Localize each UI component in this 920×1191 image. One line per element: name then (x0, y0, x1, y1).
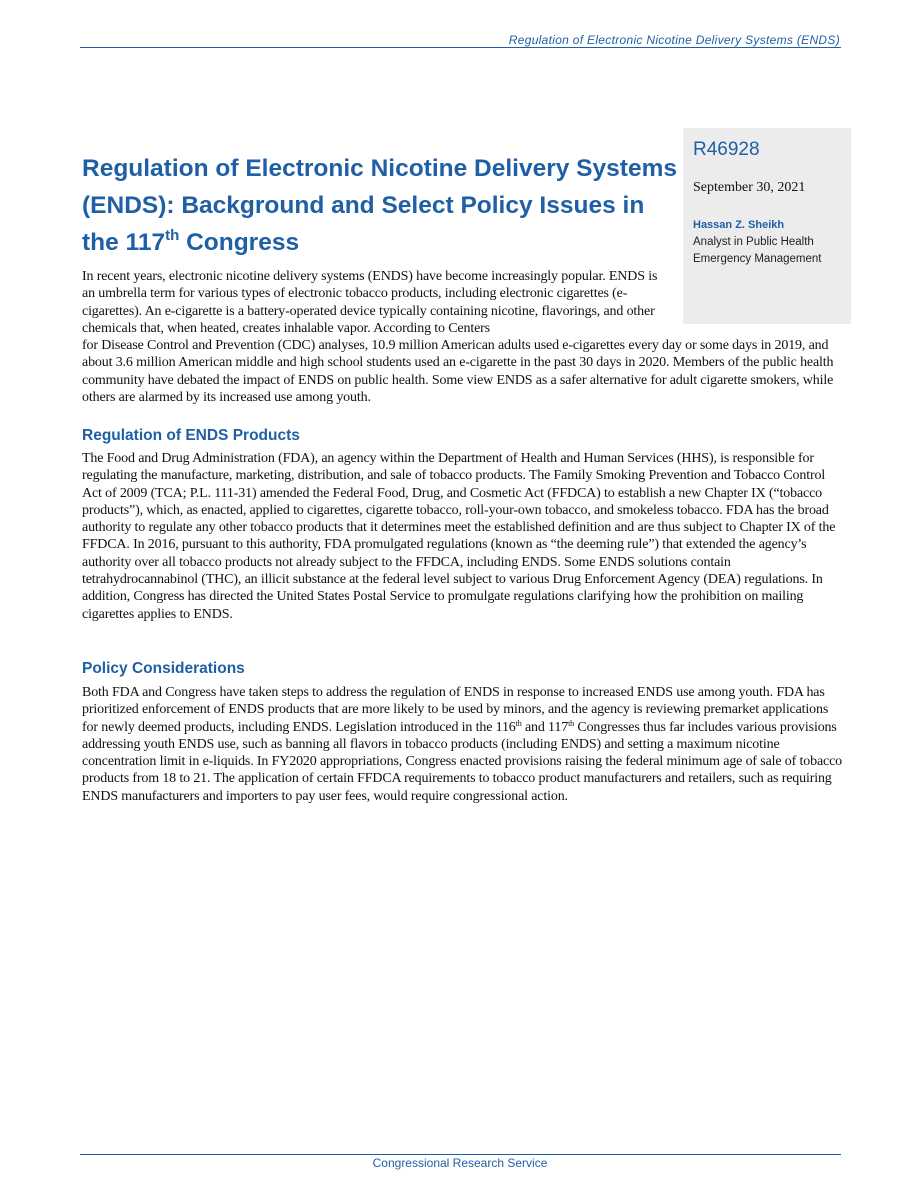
title-superscript: th (165, 227, 180, 244)
title-text: Regulation of Electronic Nicotine Delivery Systems (ENDS): Background and Select Policy Issues in the 117 (82, 155, 677, 256)
policy-text-3: Congresses thus far includes various provisions addressing youth ENDS use, such as banning all flavors in tobacco products (including ENDS) and setting a maximum nicotine concentration limit in e-liquids. In FY2020 appropriations, Congress enacted provisions raising the federal minimum age of sale of tobacco products from 18 to 21. The application of certain FFDCA requirements to tobacco product manufacturers and retailers, such as requiring ENDS manufacturers and importers to pay user fees, would require congressional action. (82, 719, 842, 804)
author-name: Hassan Z. Sheikh (693, 219, 785, 231)
page-title (82, 150, 682, 261)
policy-text-1: Both FDA and Congress have taken steps to address the regulation of ENDS in response to increased ENDS use among youth. FDA has prioritized enforcement of ENDS products that are more likely to be used by minors, and the agency is reviewing premarket applications for newly deemed products, including ENDS. Legislation introduced in the 116 (82, 685, 829, 735)
intro-text-part1: In recent years, electronic nicotine delivery systems (ENDS) have become increasingly popular. ENDS is an umbrella term for various types of electronic tobacco products, including electronic cigarettes (e-cigarettes). An e-cigarette is a battery-operated device typically containing nicotine, flavorings, and other chemicals that, when heated, creates inhalable vapor. According to Centers (82, 269, 658, 336)
policy-superscript-1: th (515, 718, 522, 728)
intro-text-part2: for Disease Control and Prevention (CDC) analyses, 10.9 million American adults used e-cigarettes every day or some days in 2019, and about 3.6 million American middle and high school students used an e-cigarette in the past 30 days in 2020. Members of the public health community have debated the impact of ENDS on public health. Some view ENDS as a safer alternative for adult cigarette smokers, while others are alarmed by its increased use among youth. (82, 338, 834, 406)
regulation-heading: Regulation of ENDS Products (82, 427, 300, 444)
report-date: September 30, 2021 (693, 180, 806, 195)
header-divider (80, 47, 841, 48)
intro-paragraph (82, 268, 842, 406)
running-header: Regulation of Electronic Nicotine Delivery Systems (ENDS) (508, 33, 840, 47)
author-title: Analyst in Public Health Emergency Management (693, 236, 822, 265)
policy-superscript-2: th (568, 718, 575, 728)
policy-paragraph (82, 684, 842, 805)
regulation-paragraph: The Food and Drug Administration (FDA), an agency within the Department of Health and Human Services (HHS), is responsible for regulating the manufacture, marketing, distribution, and sale of tobacco products. The Family Smoking Prevention and Tobacco Control Act of 2009 (TCA; P.L. 111-31) amended the Federal Food, Drug, and Cosmetic Act (FFDCA) to establish a new Chapter IX (“tobacco products”), which, as enacted, applied to cigarettes, cigarette tobacco, roll-your-own tobacco, and smokeless tobacco. FDA has the broad authority to regulate any other tobacco products that it determines meet the established definition and are thus subject to Chapter IX of the FFDCA. In 2016, pursuant to this authority, FDA promulgated regulations (known as “the deeming rule”) that extended the agency’s authority over all tobacco products not already subject to the FFDCA, including ENDS. Some ENDS solutions contain tetrahydrocannabinol (THC), an illicit substance at the federal level subject to various Drug Enforcement Agency (DEA) regulations. In addition, Congress has directed the United States Postal Service to promulgate regulations clarifying how the prohibition on mailing cigarettes applies to ENDS. (82, 451, 836, 622)
report-number: R46928 (693, 139, 760, 160)
policy-heading: Policy Considerations (82, 660, 245, 677)
policy-text-2: and 117 (521, 719, 569, 735)
title-suffix: Congress (179, 229, 300, 256)
footer-divider (80, 1154, 841, 1155)
footer-text: Congressional Research Service (372, 1156, 548, 1170)
